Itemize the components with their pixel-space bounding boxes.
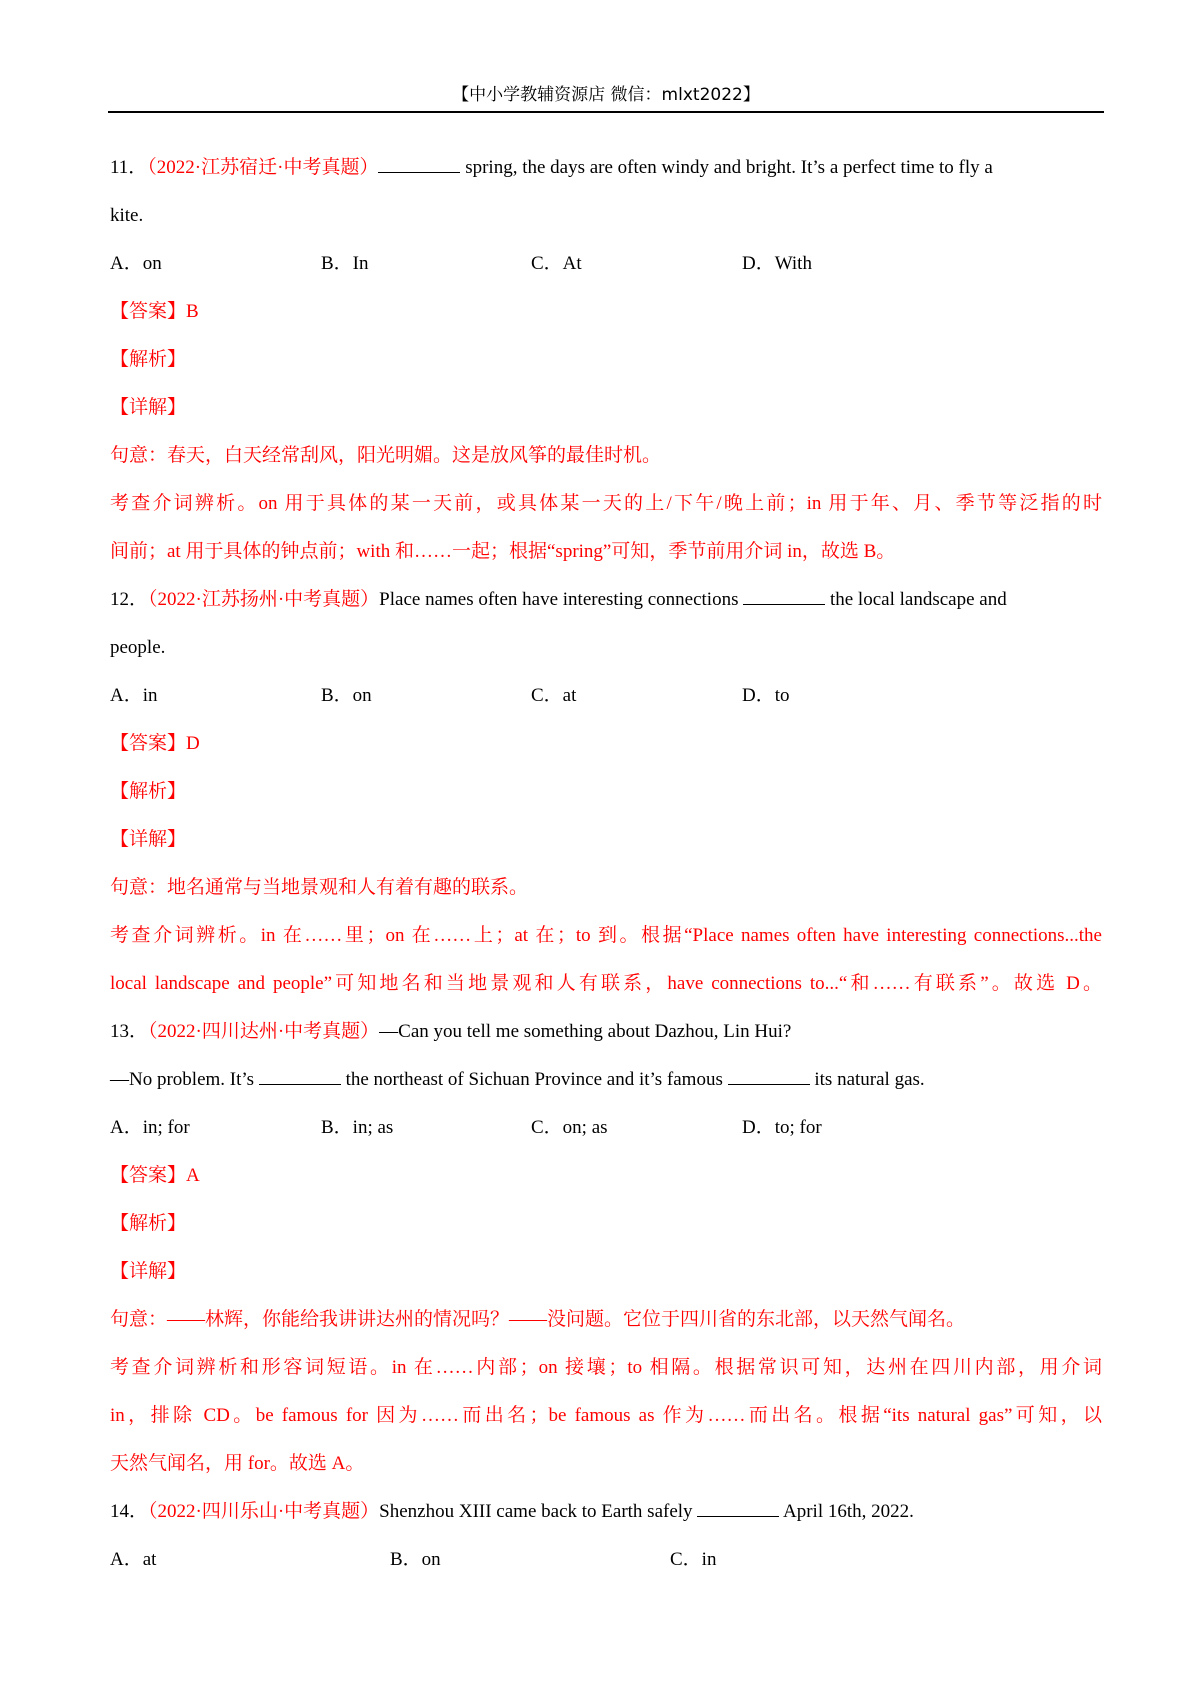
q13-answer-value: A: [186, 1165, 200, 1186]
q14-option-c: C．in: [670, 1549, 717, 1570]
q13-source: （2022·四川达州·中考真题）: [148, 1021, 380, 1042]
q12-blank: [743, 586, 825, 605]
q13-analysis-label: 【解析】: [110, 1213, 187, 1234]
q11-option-d: D．With: [742, 253, 812, 274]
q13-option-b: B．in; as: [321, 1117, 394, 1138]
q11-stem-line1: [110, 144, 1102, 192]
q13-stem-part-a: —No problem. It’s: [110, 1069, 259, 1090]
q11-options: [110, 240, 1102, 288]
q11-answer: [110, 288, 1102, 336]
q12-number: 12．: [110, 589, 149, 610]
page-header: 【中小学教辅资源店 微信：mlxt2022】: [452, 85, 760, 105]
q13-meaning: 句意：——林辉，你能给我讲讲达州的情况吗？——没问题。它位于四川省的东北部，以天然气闻名。: [110, 1309, 966, 1330]
q12-answer-label: 【答案】: [110, 733, 187, 754]
q12-option-d: D．to: [742, 685, 790, 706]
q11-answer-value: B: [186, 301, 199, 322]
q12-explain-line1: 考查介词辨析。in 在……里；on 在……上；at 在；to 到。根据“Place names often have interesting connections...the: [110, 925, 1102, 946]
q13-options: [110, 1104, 1102, 1152]
q12-explain-line2: local landscape and people”可知地名和当地景观和人有联系，have connections to...“和……有联系”。故选 D。: [110, 973, 1102, 994]
q11-blank: [378, 154, 460, 173]
q13-option-a: A．in; for: [110, 1117, 190, 1138]
q12-option-c: C．at: [531, 685, 577, 706]
q13-stem-text: —Can you tell me something about Dazhou, Lin Hui?: [379, 1021, 792, 1042]
q14-blank: [697, 1498, 779, 1517]
q13-number: 13．: [110, 1021, 149, 1042]
page-content: [110, 144, 1102, 1584]
q12-option-a: A．in: [110, 685, 158, 706]
q11-option-b: B．In: [321, 253, 369, 274]
q11-analysis-label: 【解析】: [110, 349, 187, 370]
q13-detail-label: 【详解】: [110, 1261, 187, 1282]
header-rule: [108, 111, 1104, 113]
q11-answer-label: 【答案】: [110, 301, 187, 322]
q13-stem-line2: [110, 1056, 1102, 1104]
q13-answer-label: 【答案】: [110, 1165, 187, 1186]
q11-stem-text: spring, the days are often windy and bright. It’s a perfect time to fly a: [460, 157, 993, 178]
q12-answer-value: D: [186, 733, 200, 754]
q11-stem-line2: kite.: [110, 205, 144, 226]
q11-meaning: 句意：春天，白天经常刮风，阳光明媚。这是放风筝的最佳时机。: [110, 445, 662, 466]
q13-stem-part-c: its natural gas.: [809, 1069, 925, 1090]
q12-analysis-label: 【解析】: [110, 781, 187, 802]
q14-source: （2022·四川乐山·中考真题）: [148, 1501, 380, 1522]
q12-stem-text-after: the local landscape and: [825, 589, 1007, 610]
q12-stem-line1: [110, 576, 1102, 624]
q13-answer: [110, 1152, 1102, 1200]
q13-blank-2: [728, 1066, 810, 1085]
q11-source: （2022·江苏宿迁·中考真题）: [147, 157, 379, 178]
q13-option-c: C．on; as: [531, 1117, 608, 1138]
q12-answer: [110, 720, 1102, 768]
q14-stem-line1: [110, 1488, 1102, 1536]
q14-stem-text-before: Shenzhou XIII came back to Earth safely: [379, 1501, 698, 1522]
q13-explain-line3: 天然气闻名，用 for。故选 A。: [110, 1453, 365, 1474]
q11-detail-label: 【详解】: [110, 397, 187, 418]
q12-detail-label: 【详解】: [110, 829, 187, 850]
q13-option-d: D．to; for: [742, 1117, 822, 1138]
q11-explain-line2: 间前；at 用于具体的钟点前；with 和……一起；根据“spring”可知，季节前用介词 in，故选 B。: [110, 541, 896, 562]
q11-explain-line1: 考查介词辨析。on 用于具体的某一天前，或具体某一天的上/下午/晚上前；in 用于年、月、季节等泛指的时: [110, 493, 1102, 514]
q13-explain-line1: 考查介词辨析和形容词短语。in 在……内部；on 接壤；to 相隔。根据常识可知，达州在四川内部，用介词: [110, 1357, 1102, 1378]
q14-number: 14．: [110, 1501, 149, 1522]
q14-option-b: B．on: [390, 1549, 441, 1570]
q11-number: 11．: [110, 157, 148, 178]
q12-options: [110, 672, 1102, 720]
q14-options: [110, 1536, 1102, 1584]
q12-option-b: B．on: [321, 685, 372, 706]
q14-option-a: A．at: [110, 1549, 157, 1570]
q13-blank-1: [259, 1066, 341, 1085]
q12-meaning: 句意：地名通常与当地景观和人有着有趣的联系。: [110, 877, 529, 898]
q12-source: （2022·江苏扬州·中考真题）: [148, 589, 380, 610]
q11-option-c: C．At: [531, 253, 582, 274]
q12-stem-text-before: Place names often have interesting connections: [379, 589, 744, 610]
q14-stem-text-after: April 16th, 2022.: [779, 1501, 914, 1522]
q11-option-a: A．on: [110, 253, 162, 274]
q13-stem-line1: [110, 1008, 1102, 1056]
q12-stem-line2: people.: [110, 637, 166, 658]
q13-stem-part-b: the northeast of Sichuan Province and it’s famous: [340, 1069, 728, 1090]
q13-explain-line2: in，排除 CD。be famous for 因为……而出名；be famous as 作为……而出名。根据“its natural gas”可知，以: [110, 1405, 1102, 1426]
